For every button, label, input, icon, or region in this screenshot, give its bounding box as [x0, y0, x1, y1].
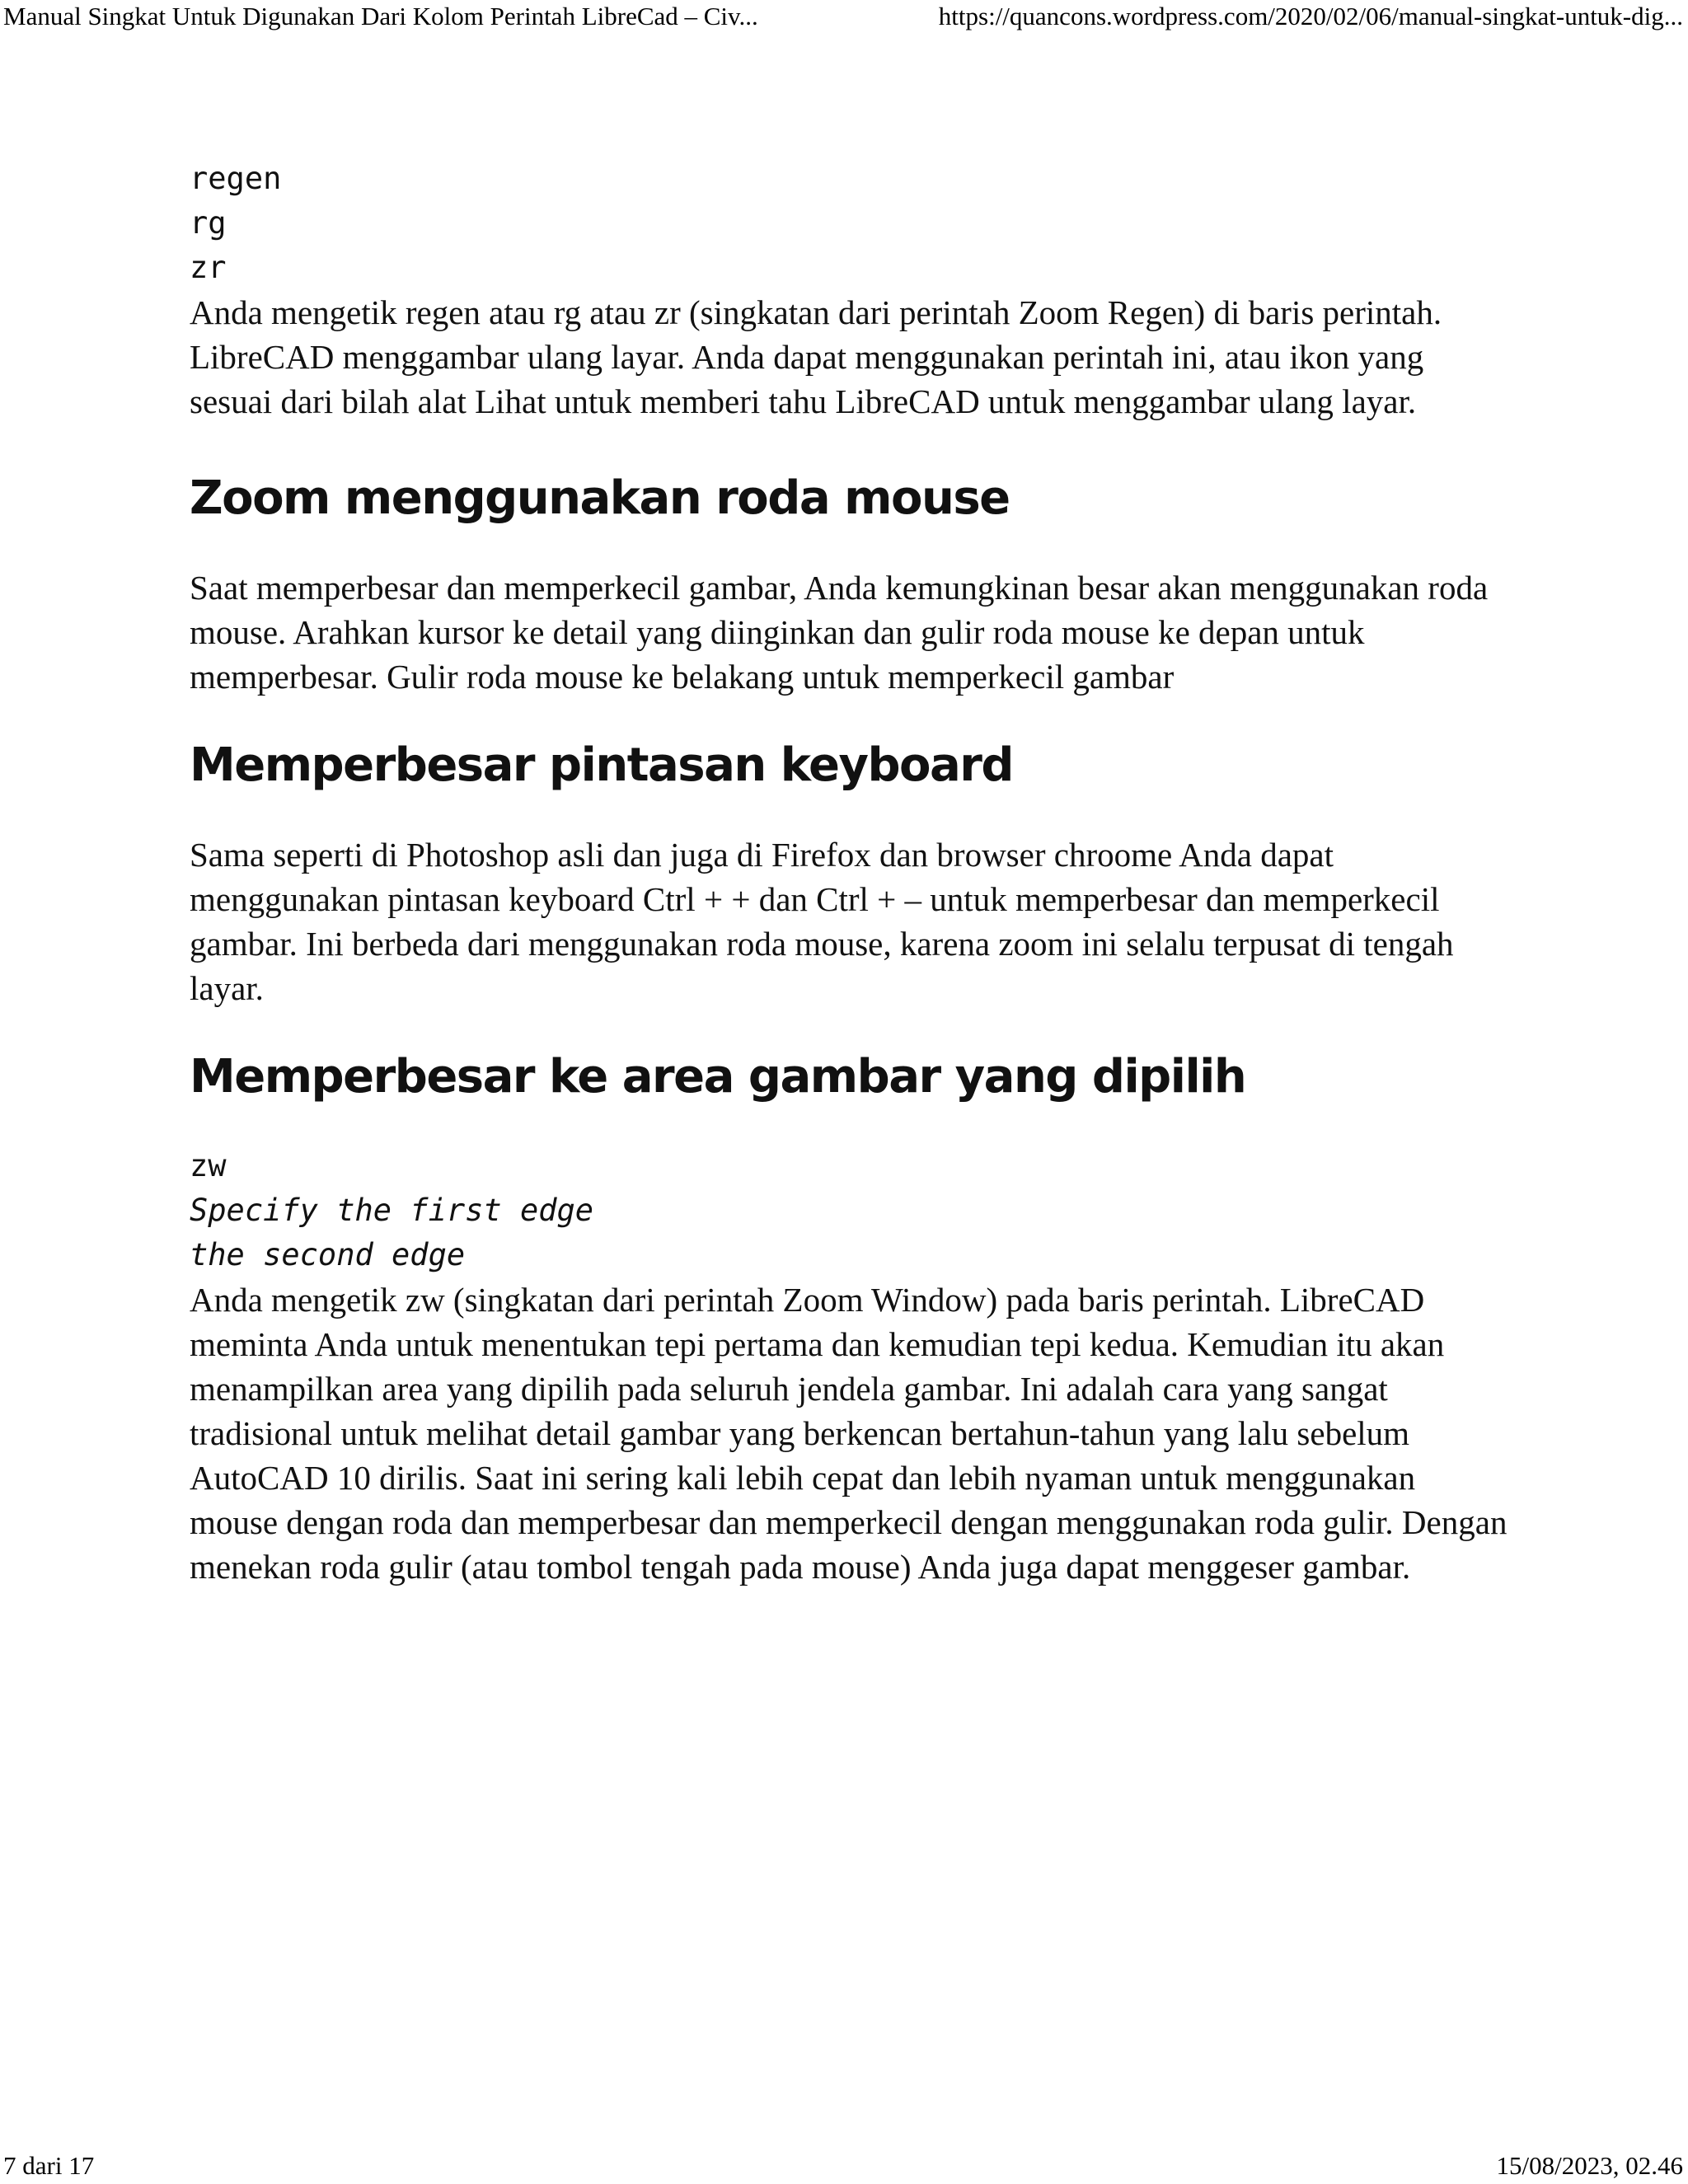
- heading-zoom-mouse-wheel: Zoom menggunakan roda mouse: [190, 471, 1010, 525]
- print-header: [0, 0, 1688, 41]
- code-line-rg: rg: [190, 205, 227, 241]
- code-line-zr: zr: [190, 250, 227, 285]
- paragraph-mouse-wheel: Saat memperbesar dan memperkecil gambar, Anda kemungkinan besar akan menggunakan roda mouse. Arahkan kursor ke detail yang diinginkan dan gulir roda mouse ke depan untuk memperbesar. Gulir roda mouse ke belakang untuk memperkecil gambar: [190, 569, 1489, 696]
- code-line-regen: regen: [190, 161, 282, 196]
- heading-keyboard-shortcut: Memperbesar pintasan keyboard: [190, 738, 1014, 792]
- heading-zoom-window: Memperbesar ke area gambar yang dipilih: [190, 1050, 1246, 1104]
- paragraph-keyboard-shortcut: Sama seperti di Photoshop asli dan juga di Firefox dan browser chroome Anda dapat menggunakan pintasan keyboard Ctrl + + dan Ctrl + – untuk memperbesar dan memperkecil gambar. Ini berbeda dari menggunakan roda mouse, karena zoom ini selalu terpusat di tengah layar.: [190, 836, 1454, 1007]
- code-block: [190, 157, 1508, 290]
- code-line-zw: zw: [190, 1148, 227, 1183]
- code-prompt-first-edge: Specify the first edge: [190, 1193, 594, 1228]
- print-datetime: 15/08/2023, 02.46: [1496, 2151, 1683, 2180]
- article-body: [190, 157, 1508, 1589]
- code-prompt-second-edge: the second edge: [190, 1237, 466, 1272]
- document-title: Manual Singkat Untuk Digunakan Dari Kolom Perintah LibreCad – Civ...: [3, 2, 758, 30]
- page-number: 7 dari 17: [3, 2151, 95, 2180]
- page-url: https://quancons.wordpress.com/2020/02/06/manual-singkat-untuk-dig...: [938, 2, 1683, 30]
- paragraph-zoom-window: Anda mengetik zw (singkatan dari perintah Zoom Window) pada baris perintah. LibreCAD meminta Anda untuk menentukan tepi pertama dan kemudian tepi kedua. Kemudian itu akan menampilkan area yang dipilih pada seluruh jendela gambar. Ini adalah cara yang sangat tradisional untuk melihat detail gambar yang berkencan bertahun-tahun yang lalu sebelum AutoCAD 10 dirilis. Saat ini sering kali lebih cepat dan lebih nyaman untuk menggunakan mouse dengan roda dan memperbesar dan memperkecil dengan menggunakan roda gulir. Dengan menekan roda gulir (atau tombol tengah pada mouse) Anda juga dapat menggeser gambar.: [190, 1281, 1507, 1586]
- paragraph-zoom-regen: Anda mengetik regen atau rg atau zr (singkatan dari perintah Zoom Regen) di baris perintah. LibreCAD menggambar ulang layar. Anda dapat menggunakan perintah ini, atau ikon yang sesuai dari bilah alat Lihat untuk memberi tahu LibreCAD untuk menggambar ulang layar.: [190, 293, 1442, 420]
- print-footer: [0, 2151, 1688, 2184]
- code-block-zoom-window: [190, 1144, 1508, 1277]
